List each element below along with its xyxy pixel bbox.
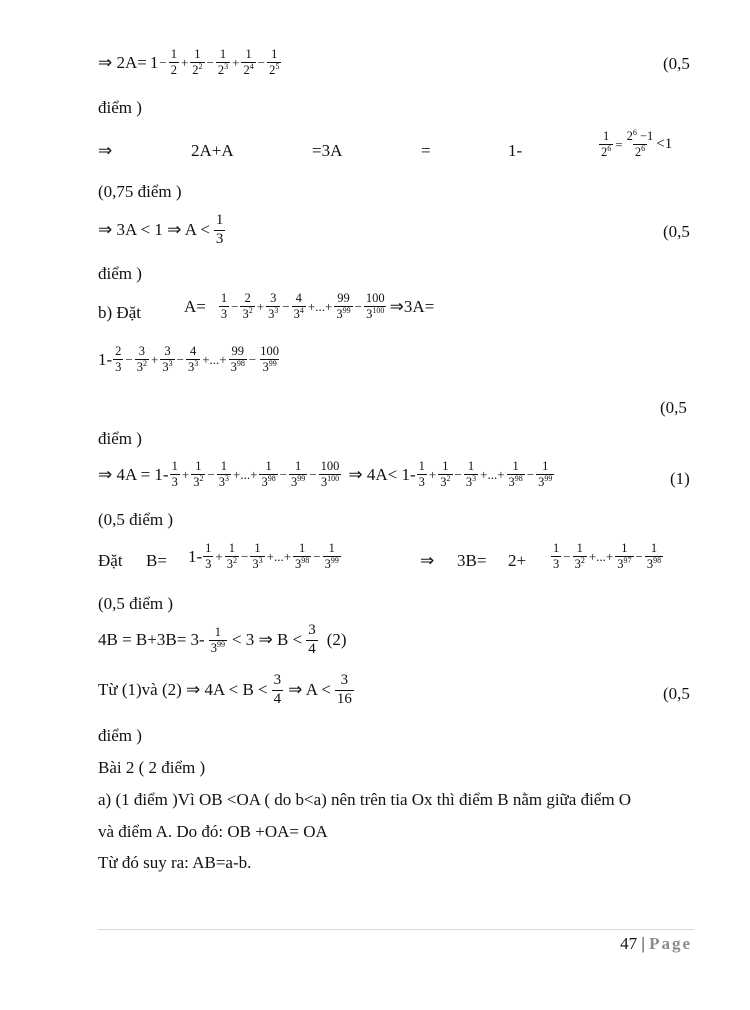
eq-part: <1 xyxy=(656,136,673,153)
paragraph-line: và điểm A. Do đó: OB +OA= OA xyxy=(98,822,328,841)
eq-ref: (2) xyxy=(326,630,347,650)
equation-4b: 4B = B+3B= 3- $\frac{1}{3^{99}}$ < 3 ⇒ B < $\frac{3}{4}$ (2) xyxy=(98,622,347,657)
equation-3a: 1- $\frac{2}{3}$ − $\frac{3}{3^2}$ + $\frac{3}{3^3}$ − $\frac{4}{3^3}$ +...+ $\frac{99}{3^{98}}$ − $\frac{100}{3^{99}}$ xyxy=(98,344,279,375)
score-label: (0,5 xyxy=(660,398,687,417)
equation-a: A= $\frac{1}{3}$ − $\frac{2}{3^2}$ + $\frac{3}{3^3}$ − $\frac{4}{3^4}$ +...+ $\frac{99}{3^{99}}$ − $\frac{100}{3^{100}}$ ⇒3A= xyxy=(184,291,435,322)
score-label: (0,5 điểm ) xyxy=(98,594,174,613)
eq-ref: (1) xyxy=(670,469,690,488)
eq-text: 1- xyxy=(98,349,113,369)
paragraph-line: a) (1 điểm )Vì OB <OA ( do b<a) nên trên tia Ox thì điểm B nằm giữa điểm O xyxy=(98,790,632,809)
eq-part: 1- xyxy=(508,141,523,160)
eq-text: B= xyxy=(146,551,167,570)
eq-text: < 3 ⇒ B < xyxy=(231,630,303,650)
footer-rule xyxy=(98,929,694,930)
score-label: (0,5 xyxy=(663,54,690,73)
footer-separator: | xyxy=(637,934,650,953)
eq-label: Đặt xyxy=(98,551,123,570)
paragraph-line: Từ đó suy ra: AB=a-b. xyxy=(98,853,252,872)
eq-label: b) Đặt xyxy=(98,303,141,322)
score-label: (0,75 điểm ) xyxy=(98,182,182,201)
score-label-cont: điểm ) xyxy=(98,264,142,283)
page-footer xyxy=(620,934,692,954)
equation-b: 1- $\frac{1}{3}$ + $\frac{1}{3^2}$ − $\frac{1}{3^3}$ +...+ $\frac{1}{3^{98}}$ − $\frac{1}{3^{99}}$ xyxy=(188,541,339,572)
eq-text: ⇒3A= xyxy=(389,296,435,316)
eq-text: 3B= xyxy=(457,551,487,570)
score-label-cont: điểm ) xyxy=(98,726,142,745)
score-label: (0,5 điểm ) xyxy=(98,510,174,529)
eq-text: ⇒ 4A = 1- xyxy=(98,464,169,484)
equation-3b: $\frac{1}{3}$ − $\frac{1}{3^2}$ +...+ $\frac{1}{3^{97}}$ − $\frac{1}{3^{98}}$ xyxy=(553,541,662,572)
score-label-cont: điểm ) xyxy=(98,98,142,117)
eq-text: 1- xyxy=(188,546,203,566)
eq-text: ⇒ 3A < 1 ⇒ A < xyxy=(98,220,210,240)
eq-part: =3A xyxy=(312,141,343,160)
eq-text: Từ (1)và (2) ⇒ 4A < B < xyxy=(98,680,268,700)
score-label-cont: điểm ) xyxy=(98,429,142,448)
page-number: 47 xyxy=(620,934,638,953)
conclusion-eq: Từ (1)và (2) ⇒ 4A < B < $\frac{3}{4}$ ⇒ A < $\frac{3}{16}$ xyxy=(98,672,352,707)
equation-4a: ⇒ 4A = 1- $\frac{1}{3}$ + $\frac{1}{3^2}$ − $\frac{1}{3^3}$ +...+ $\frac{1}{3^{98}}$ − $\frac{1}{3^{99}}$ − $\frac{100}{3^{100}}$ ⇒ 4A< 1- $\frac{1}{3}$ + $\frac{1}{3^2}$ − $\frac{1}{3^3}$ +...+ $\frac{1}{3^{98}}$ − $\frac{1}{3^{99}}$ xyxy=(98,459,553,490)
score-label: (0,5 xyxy=(663,684,690,703)
eq-part: 2A+A xyxy=(191,141,234,160)
equation-fraction: $\frac{1}{2^6}$ = $\frac{2^6 -1}{2^6}$ <1 xyxy=(601,128,673,160)
eq-part: = xyxy=(421,141,431,160)
page-word: Page xyxy=(649,934,692,953)
score-label: (0,5 xyxy=(663,222,690,241)
equation-2a: ⇒ 2A= 1 − $\frac{1}{2}$ + $\frac{1}{2^2}$ − $\frac{1}{2^3}$ + $\frac{1}{2^4}$ − $\frac{1}{2^5}$ xyxy=(98,47,280,78)
eq-text: ⇒ 2A= xyxy=(98,52,147,72)
eq-text: ⇒ 4A< 1- xyxy=(348,464,416,484)
eq-text: 2+ xyxy=(508,551,527,570)
eq-text: ⇒ A < xyxy=(288,680,331,700)
inequality: ⇒ 3A < 1 ⇒ A < $\frac{1}{3}$ xyxy=(98,212,224,247)
arrow: ⇒ xyxy=(420,551,435,570)
eq-text: A= xyxy=(184,296,206,316)
eq-text: 4B = B+3B= 3- xyxy=(98,630,205,650)
section-heading: Bài 2 ( 2 điểm ) xyxy=(98,758,206,777)
arrow: ⇒ xyxy=(98,141,113,160)
